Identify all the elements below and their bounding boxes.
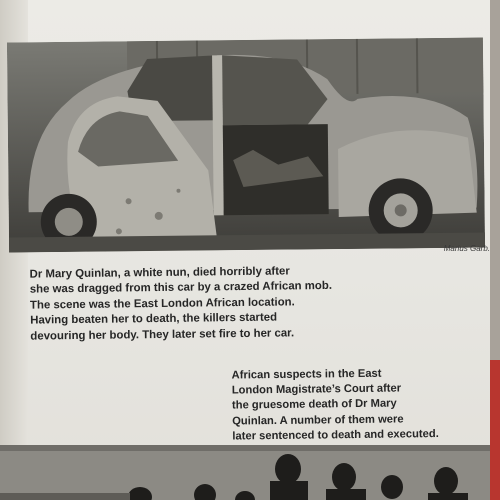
- caption-line: Having beaten her to death, the killers started: [30, 311, 278, 327]
- caption-line: the gruesome death of Dr Mary: [231, 397, 397, 412]
- courtroom-photo: [0, 445, 490, 500]
- main-caption: [30, 262, 451, 344]
- caption-line: devouring her body. They later set fire to her car.: [30, 326, 295, 343]
- caption-line: London Magistrate’s Court after: [231, 382, 402, 397]
- burnt-car-photo: [7, 38, 485, 253]
- caption-line: The scene was the East London African location.: [29, 296, 295, 312]
- caption-line: she was dragged from this car by a crazed African mob.: [29, 280, 333, 296]
- second-caption: [232, 365, 483, 444]
- book-edge: [490, 360, 500, 500]
- photo-credit: Marius Garb.: [443, 244, 490, 253]
- caption-line: later sentenced to death and executed.: [232, 427, 439, 443]
- caption-line: Quinlan. A number of them were: [232, 413, 404, 428]
- caption-line: African suspects in the East: [231, 367, 382, 382]
- caption-line: Dr Mary Quinlan, a white nun, died horribly after: [29, 265, 290, 281]
